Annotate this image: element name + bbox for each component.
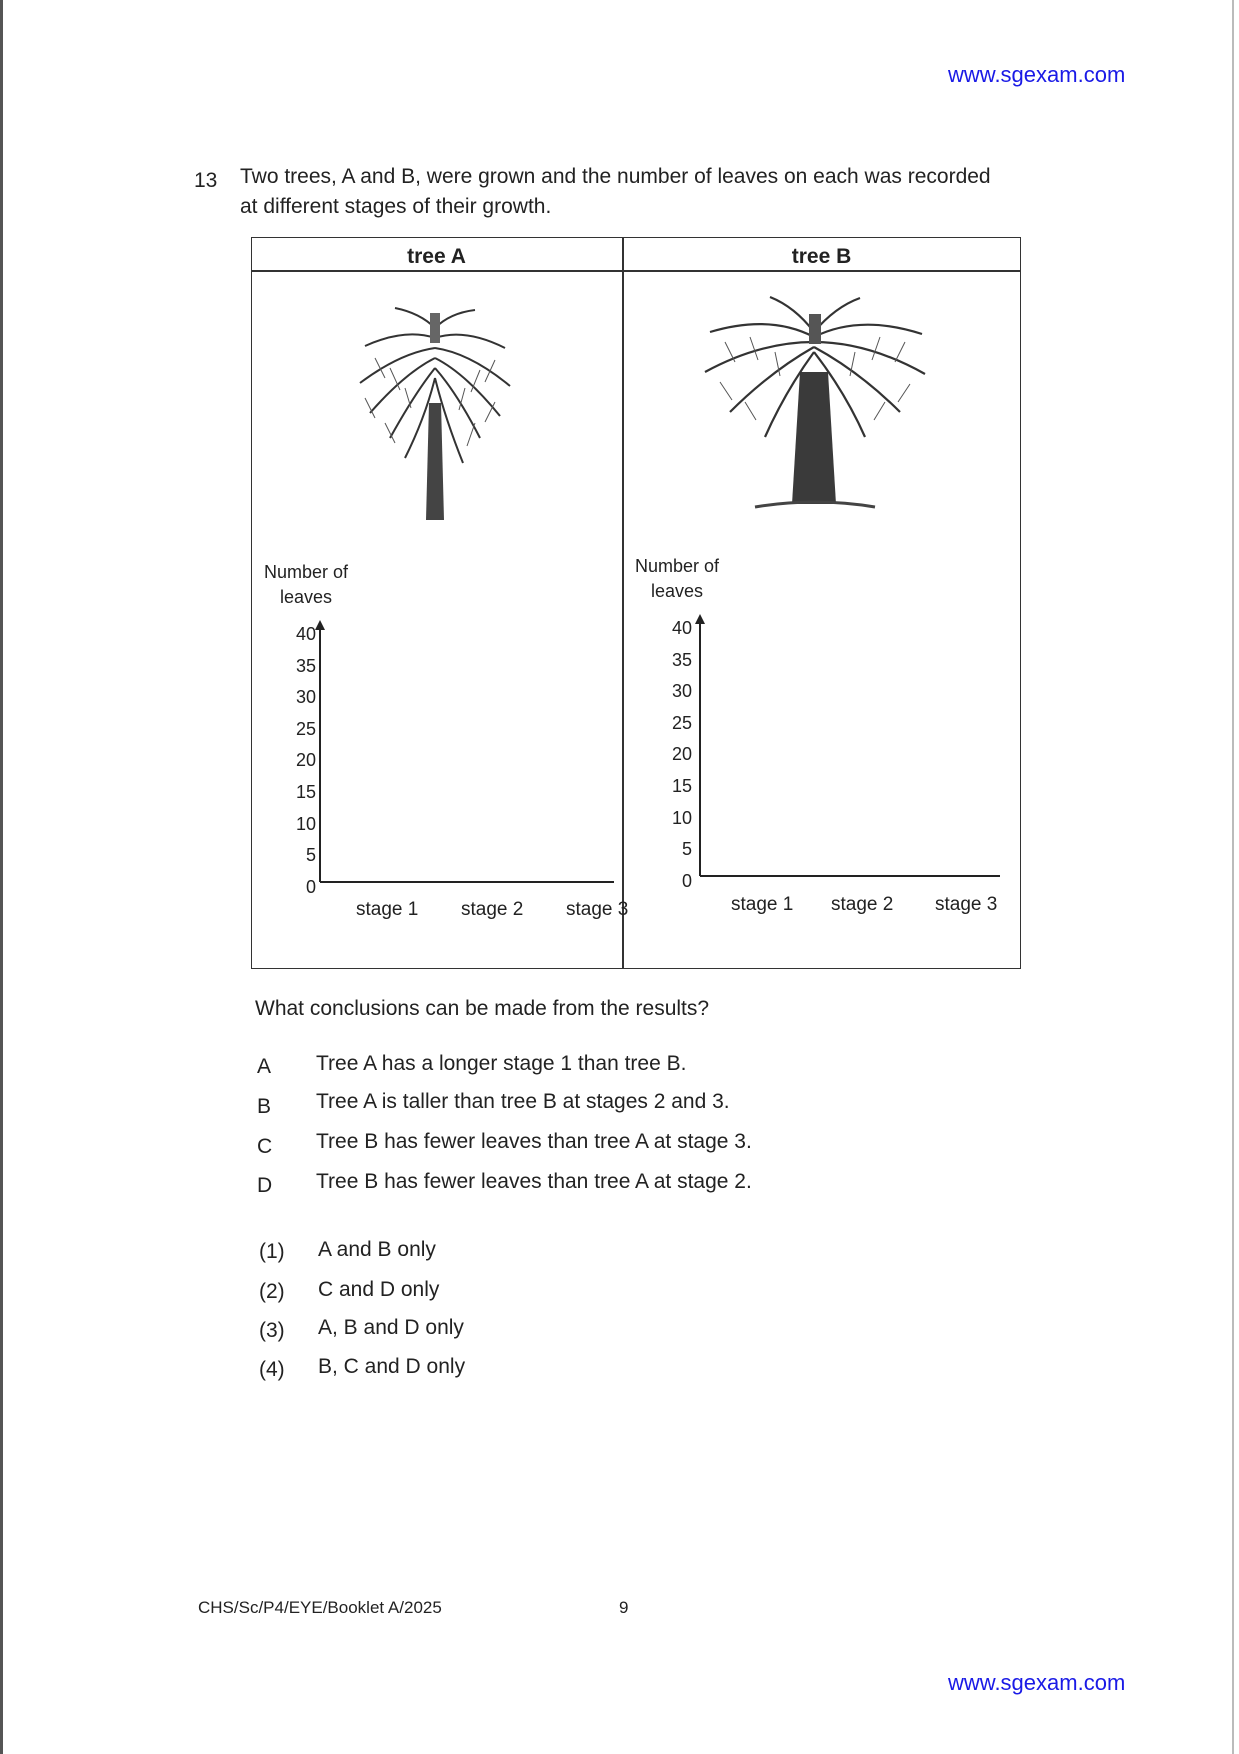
statement-text: Tree B has fewer leaves than tree A at stage 2. xyxy=(316,1170,752,1193)
tree-b-illustration xyxy=(700,292,930,520)
y-tick-label: 25 xyxy=(295,718,316,739)
graph-a-ylabel-line1: Number of xyxy=(263,562,349,582)
x-tick-label: stage 1 xyxy=(356,899,419,920)
statement-letter: C xyxy=(257,1135,273,1158)
y-tick-label: 20 xyxy=(295,750,316,771)
y-tick-label: 35 xyxy=(671,649,692,670)
y-tick-label: 0 xyxy=(305,876,316,897)
x-tick-label: stage 1 xyxy=(731,894,794,915)
tree-a-illustration xyxy=(345,298,525,523)
statement-letter: A xyxy=(257,1055,272,1078)
answer-option-number[interactable]: (1) xyxy=(259,1240,285,1263)
site-link-bottom[interactable]: www.sgexam.com xyxy=(948,1670,1126,1695)
statement-letter: D xyxy=(257,1174,273,1197)
y-tick-label: 10 xyxy=(295,813,316,834)
statement-text: Tree B has fewer leaves than tree A at stage 3. xyxy=(316,1130,752,1153)
answer-option-number[interactable]: (3) xyxy=(259,1319,285,1342)
y-tick-label: 5 xyxy=(305,845,316,866)
y-tick-label: 40 xyxy=(295,624,316,644)
x-tick-label: stage 3 xyxy=(935,894,998,915)
question-number: 13 xyxy=(194,169,218,192)
question-text: Two trees, A and B, were grown and the number of leaves on each was recorded at different stages of their growth. xyxy=(240,165,991,218)
site-link-top[interactable]: www.sgexam.com xyxy=(948,62,1126,87)
y-tick-label: 5 xyxy=(681,839,692,860)
y-tick-label: 10 xyxy=(671,807,692,828)
tree-b-heading: tree B xyxy=(791,245,852,268)
answer-option-text[interactable]: A and B only xyxy=(318,1238,436,1261)
graph-b-ylabel-line1: Number of xyxy=(634,556,720,576)
answer-option-text[interactable]: B, C and D only xyxy=(318,1355,466,1378)
statement-letter: B xyxy=(257,1095,272,1118)
table-header-line xyxy=(251,270,1021,272)
tree-a-heading: tree A xyxy=(407,245,466,268)
y-tick-label: 15 xyxy=(671,776,692,796)
y-tick-label: 20 xyxy=(671,744,692,765)
y-tick-label: 25 xyxy=(671,712,692,733)
page-edge-left xyxy=(0,0,3,1754)
graph-b-axes xyxy=(698,612,1008,884)
x-tick-label: stage 2 xyxy=(831,894,894,915)
y-tick-label: 40 xyxy=(671,618,692,638)
y-tick-label: 30 xyxy=(671,681,692,702)
footer-page-number: 9 xyxy=(619,1598,629,1617)
statement-text: Tree A is taller than tree B at stages 2 and 3. xyxy=(316,1090,730,1113)
graph-a-ylabel-line2: leaves xyxy=(279,587,333,607)
y-tick-label: 30 xyxy=(295,687,316,708)
y-tick-label: 0 xyxy=(681,870,692,891)
footer-booklet-code: CHS/Sc/P4/EYE/Booklet A/2025 xyxy=(198,1598,442,1617)
answer-option-text[interactable]: C and D only xyxy=(318,1278,440,1301)
page-edge-right xyxy=(1232,0,1234,1754)
question-prompt: What conclusions can be made from the results? xyxy=(255,997,710,1020)
graph-a-axes xyxy=(318,618,618,890)
x-tick-label: stage 2 xyxy=(461,899,524,920)
graph-b-ylabel-line2: leaves xyxy=(650,581,704,601)
answer-option-number[interactable]: (2) xyxy=(259,1280,285,1303)
answer-option-text[interactable]: A, B and D only xyxy=(318,1316,464,1339)
y-tick-label: 35 xyxy=(295,655,316,676)
statement-text: Tree A has a longer stage 1 than tree B. xyxy=(316,1052,687,1075)
y-tick-label: 15 xyxy=(295,782,316,802)
table-column-divider xyxy=(622,237,624,969)
x-tick-label: stage 3 xyxy=(566,899,629,920)
answer-option-number[interactable]: (4) xyxy=(259,1358,285,1381)
